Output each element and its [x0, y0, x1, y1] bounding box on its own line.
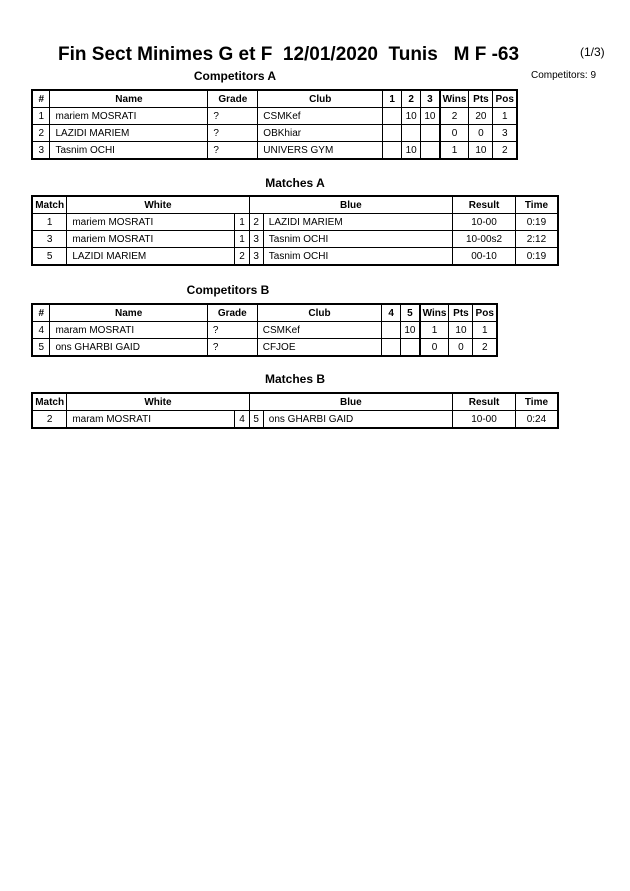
white-number: 1	[235, 214, 249, 231]
col-header: Pts	[449, 304, 473, 322]
blue-number: 3	[249, 231, 263, 248]
score-cell	[383, 142, 402, 160]
match-time: 0:19	[515, 214, 558, 231]
competitor-club: CSMKef	[257, 322, 382, 339]
competitor-grade: ?	[208, 108, 258, 125]
points-cell: 0	[469, 125, 493, 142]
competitor-number: 2	[32, 125, 50, 142]
competitors-a-title: Competitors A	[193, 69, 277, 83]
col-header: 1	[383, 90, 402, 108]
competitor-number: 1	[32, 108, 50, 125]
white-name: mariem MOSRATI	[67, 231, 235, 248]
score-cell	[401, 339, 420, 357]
competitor-name: maram MOSRATI	[50, 322, 207, 339]
white-number: 4	[235, 411, 249, 429]
col-header: #	[32, 90, 50, 108]
match-time: 0:19	[515, 248, 558, 266]
score-cell	[421, 125, 440, 142]
page-title: Fin Sect Minimes G et F 12/01/2020 Tunis M F -63	[58, 44, 520, 65]
wins-cell: 0	[420, 339, 449, 357]
table-header-row	[32, 90, 517, 108]
col-header: Pos	[473, 304, 497, 322]
table-row	[32, 322, 497, 339]
competitor-grade: ?	[208, 142, 258, 160]
col-header: Blue	[249, 393, 453, 411]
match-result: 10-00	[453, 411, 516, 429]
col-header: Time	[515, 393, 558, 411]
match-number: 3	[32, 231, 67, 248]
table-header-row	[32, 393, 558, 411]
wins-cell: 1	[440, 142, 469, 160]
table-row	[32, 248, 558, 266]
col-header: Blue	[249, 196, 453, 214]
col-header: Wins	[440, 90, 469, 108]
competitor-number: 4	[32, 322, 50, 339]
competitor-name: LAZIDI MARIEM	[50, 125, 208, 142]
competitor-grade: ?	[207, 322, 257, 339]
col-header: Pts	[469, 90, 493, 108]
competitors-a-table	[31, 89, 518, 160]
col-header: White	[67, 393, 249, 411]
matches-b-table	[31, 392, 559, 429]
points-cell: 10	[449, 322, 473, 339]
score-cell	[383, 125, 402, 142]
match-result: 10-00	[453, 214, 516, 231]
wins-cell: 0	[440, 125, 469, 142]
table-header-row	[32, 196, 558, 214]
table-row	[32, 142, 517, 160]
position-cell: 2	[493, 142, 517, 160]
col-header: Result	[453, 393, 516, 411]
white-name: maram MOSRATI	[67, 411, 235, 429]
col-header: Grade	[207, 304, 257, 322]
table-header-row	[32, 304, 497, 322]
match-result: 10-00s2	[453, 231, 516, 248]
blue-name: ons GHARBI GAID	[263, 411, 452, 429]
white-name: LAZIDI MARIEM	[67, 248, 235, 266]
score-cell	[402, 125, 421, 142]
match-time: 2:12	[515, 231, 558, 248]
position-cell: 1	[493, 108, 517, 125]
white-number: 2	[235, 248, 249, 266]
wins-cell: 2	[440, 108, 469, 125]
col-header: Match	[32, 393, 67, 411]
score-cell	[421, 142, 440, 160]
col-header: 4	[382, 304, 401, 322]
score-cell	[382, 322, 401, 339]
competitor-name: mariem MOSRATI	[50, 108, 208, 125]
matches-a-title: Matches A	[265, 176, 325, 190]
blue-number: 3	[249, 248, 263, 266]
score-cell: 10	[401, 322, 420, 339]
match-time: 0:24	[515, 411, 558, 429]
competitors-total: Competitors: 9	[531, 70, 597, 81]
match-result: 00-10	[453, 248, 516, 266]
col-header: Pos	[493, 90, 517, 108]
score-cell: 10	[402, 108, 421, 125]
competitor-number: 3	[32, 142, 50, 160]
position-cell: 3	[493, 125, 517, 142]
match-number: 2	[32, 411, 67, 429]
col-header: White	[67, 196, 249, 214]
competitor-club: UNIVERS GYM	[258, 142, 383, 160]
score-cell: 10	[421, 108, 440, 125]
blue-name: LAZIDI MARIEM	[263, 214, 452, 231]
table-row	[32, 108, 517, 125]
blue-number: 5	[249, 411, 263, 429]
col-header: 5	[401, 304, 420, 322]
score-cell: 10	[402, 142, 421, 160]
blue-number: 2	[249, 214, 263, 231]
competitor-number: 5	[32, 339, 50, 357]
col-header: Name	[50, 304, 207, 322]
blue-name: Tasnim OCHI	[263, 248, 452, 266]
position-cell: 1	[473, 322, 497, 339]
competitor-grade: ?	[207, 339, 257, 357]
competitor-club: CSMKef	[258, 108, 383, 125]
blue-name: Tasnim OCHI	[263, 231, 452, 248]
match-number: 1	[32, 214, 67, 231]
matches-b-title: Matches B	[264, 372, 326, 386]
points-cell: 0	[449, 339, 473, 357]
table-row	[32, 125, 517, 142]
page-indicator: (1/3)	[580, 45, 605, 59]
col-header: 2	[402, 90, 421, 108]
match-number: 5	[32, 248, 67, 266]
table-row	[32, 339, 497, 357]
col-header: Wins	[420, 304, 449, 322]
col-header: Result	[453, 196, 516, 214]
competitor-club: OBKhiar	[258, 125, 383, 142]
col-header: 3	[421, 90, 440, 108]
col-header: #	[32, 304, 50, 322]
points-cell: 20	[469, 108, 493, 125]
col-header: Name	[50, 90, 208, 108]
points-cell: 10	[469, 142, 493, 160]
competitor-grade: ?	[208, 125, 258, 142]
col-header: Club	[258, 90, 383, 108]
col-header: Time	[515, 196, 558, 214]
score-cell	[383, 108, 402, 125]
table-row	[32, 231, 558, 248]
col-header: Grade	[208, 90, 258, 108]
col-header: Club	[257, 304, 382, 322]
white-name: mariem MOSRATI	[67, 214, 235, 231]
competitors-b-table	[31, 303, 498, 357]
competitor-name: ons GHARBI GAID	[50, 339, 207, 357]
position-cell: 2	[473, 339, 497, 357]
table-row	[32, 411, 558, 429]
col-header: Match	[32, 196, 67, 214]
competitor-club: CFJOE	[257, 339, 382, 357]
competitor-name: Tasnim OCHI	[50, 142, 208, 160]
wins-cell: 1	[420, 322, 449, 339]
white-number: 1	[235, 231, 249, 248]
matches-a-table	[31, 195, 559, 266]
table-row	[32, 214, 558, 231]
competitors-b-title: Competitors B	[186, 283, 270, 297]
score-cell	[382, 339, 401, 357]
